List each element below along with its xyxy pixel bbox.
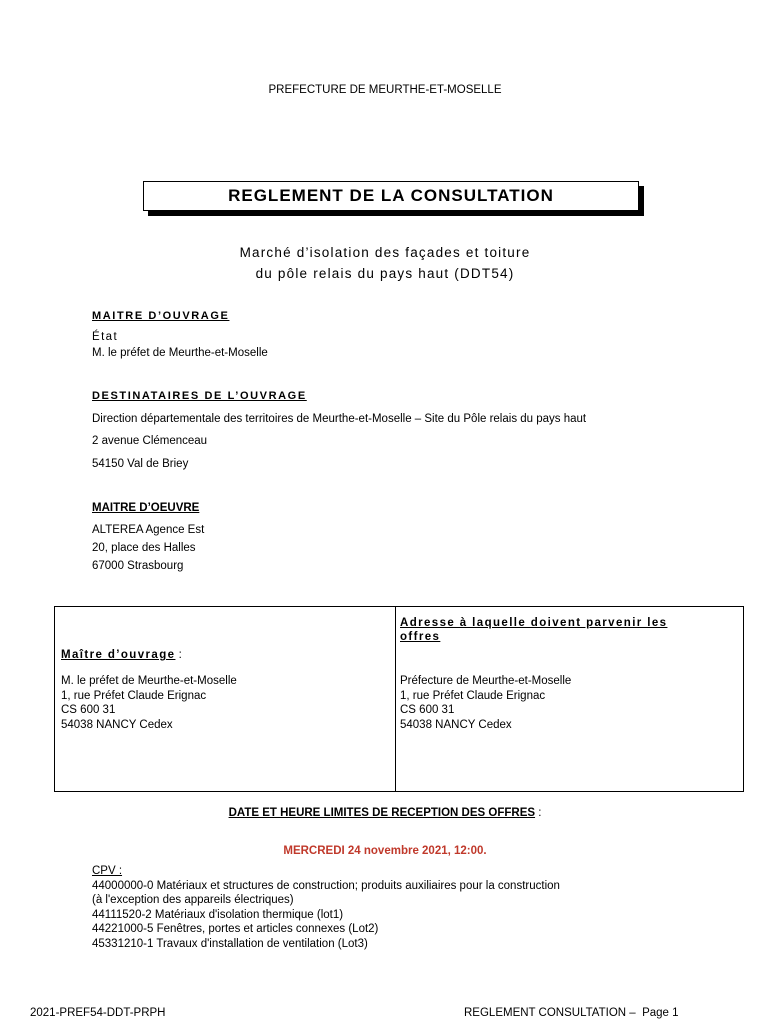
maitre-oeuvre-line: 67000 Strasbourg bbox=[92, 560, 184, 572]
destinataires-line: 2 avenue Clémenceau bbox=[92, 435, 208, 447]
maitre-ouvrage-cell-suffix: : bbox=[175, 649, 182, 661]
address-line: 54038 NANCY Cedex bbox=[400, 718, 512, 731]
deadline-heading-text: DATE ET HEURE LIMITES DE RECEPTION DES OFFRES bbox=[228, 807, 536, 819]
destinataires-line: Direction départementale des territoires de Meurthe-et-Moselle – Site du Pôle relais du pays haut bbox=[92, 413, 587, 425]
cpv-line: 45331210-1 Travaux d'installation de ventilation (Lot3) bbox=[92, 937, 368, 950]
destinataires-line: 54150 Val de Briey bbox=[92, 458, 189, 470]
maitre-ouvrage-heading: MAITRE D’OUVRAGE bbox=[92, 310, 230, 322]
address-line: 54038 NANCY Cedex bbox=[61, 718, 173, 731]
deadline-heading bbox=[0, 807, 770, 819]
deadline-date: MERCREDI 24 novembre 2021, 12:00. bbox=[283, 845, 487, 857]
table-divider bbox=[395, 607, 396, 791]
maitre-ouvrage-line: État bbox=[92, 331, 119, 343]
subtitle-line-2: du pôle relais du pays haut (DDT54) bbox=[255, 266, 515, 281]
maitre-oeuvre-line: 20, place des Halles bbox=[92, 542, 196, 554]
cpv-line: 44000000-0 Matériaux et structures de construction; produits auxiliaires pour la construction bbox=[92, 879, 560, 892]
footer-reference: 2021-PREF54-DDT-PRPH bbox=[30, 1007, 166, 1019]
right-heading-line-1: Adresse à laquelle doivent parvenir les bbox=[400, 617, 668, 629]
deadline-heading-suffix: : bbox=[535, 807, 542, 819]
cpv-line: (à l'exception des appareils électriques) bbox=[92, 894, 294, 906]
document-subtitle bbox=[0, 242, 770, 284]
table-right-address bbox=[400, 674, 571, 732]
destinataires-heading: DESTINATAIRES DE L’OUVRAGE bbox=[92, 390, 307, 402]
cpv-heading: CPV : bbox=[92, 865, 123, 877]
right-heading-line-2: offres bbox=[400, 631, 441, 643]
maitre-oeuvre-line: ALTEREA Agence Est bbox=[92, 524, 205, 536]
maitre-ouvrage-line: M. le préfet de Meurthe-et-Moselle bbox=[92, 347, 268, 359]
table-right-heading bbox=[400, 616, 667, 644]
document-title: REGLEMENT DE LA CONSULTATION bbox=[143, 181, 639, 211]
address-line: Préfecture de Meurthe-et-Moselle bbox=[400, 675, 572, 687]
cpv-line: 44221000-5 Fenêtres, portes et articles connexes (Lot2) bbox=[92, 923, 379, 935]
address-line: CS 600 31 bbox=[61, 704, 116, 716]
table-left-address bbox=[61, 674, 237, 732]
maitre-ouvrage-cell-heading: Maître d’ouvrage bbox=[61, 649, 176, 661]
table-left-heading bbox=[61, 645, 182, 663]
footer-page-label: REGLEMENT CONSULTATION – Page 1 bbox=[464, 1007, 679, 1019]
address-line: 1, rue Préfet Claude Erignac bbox=[400, 689, 546, 702]
address-line: 1, rue Préfet Claude Erignac bbox=[61, 689, 207, 702]
cpv-line: 44111520-2 Matériaux d'isolation thermique (lot1) bbox=[92, 908, 344, 921]
cpv-block bbox=[92, 864, 560, 951]
address-line: M. le préfet de Meurthe-et-Moselle bbox=[61, 675, 237, 687]
maitre-oeuvre-heading: MAITRE D’OEUVRE bbox=[92, 502, 200, 514]
addresses-table bbox=[54, 606, 744, 792]
subtitle-line-1: Marché d’isolation des façades et toiture bbox=[239, 245, 531, 260]
address-line: CS 600 31 bbox=[400, 704, 455, 716]
prefecture-header: PREFECTURE DE MEURTHE-ET-MOSELLE bbox=[268, 84, 502, 96]
